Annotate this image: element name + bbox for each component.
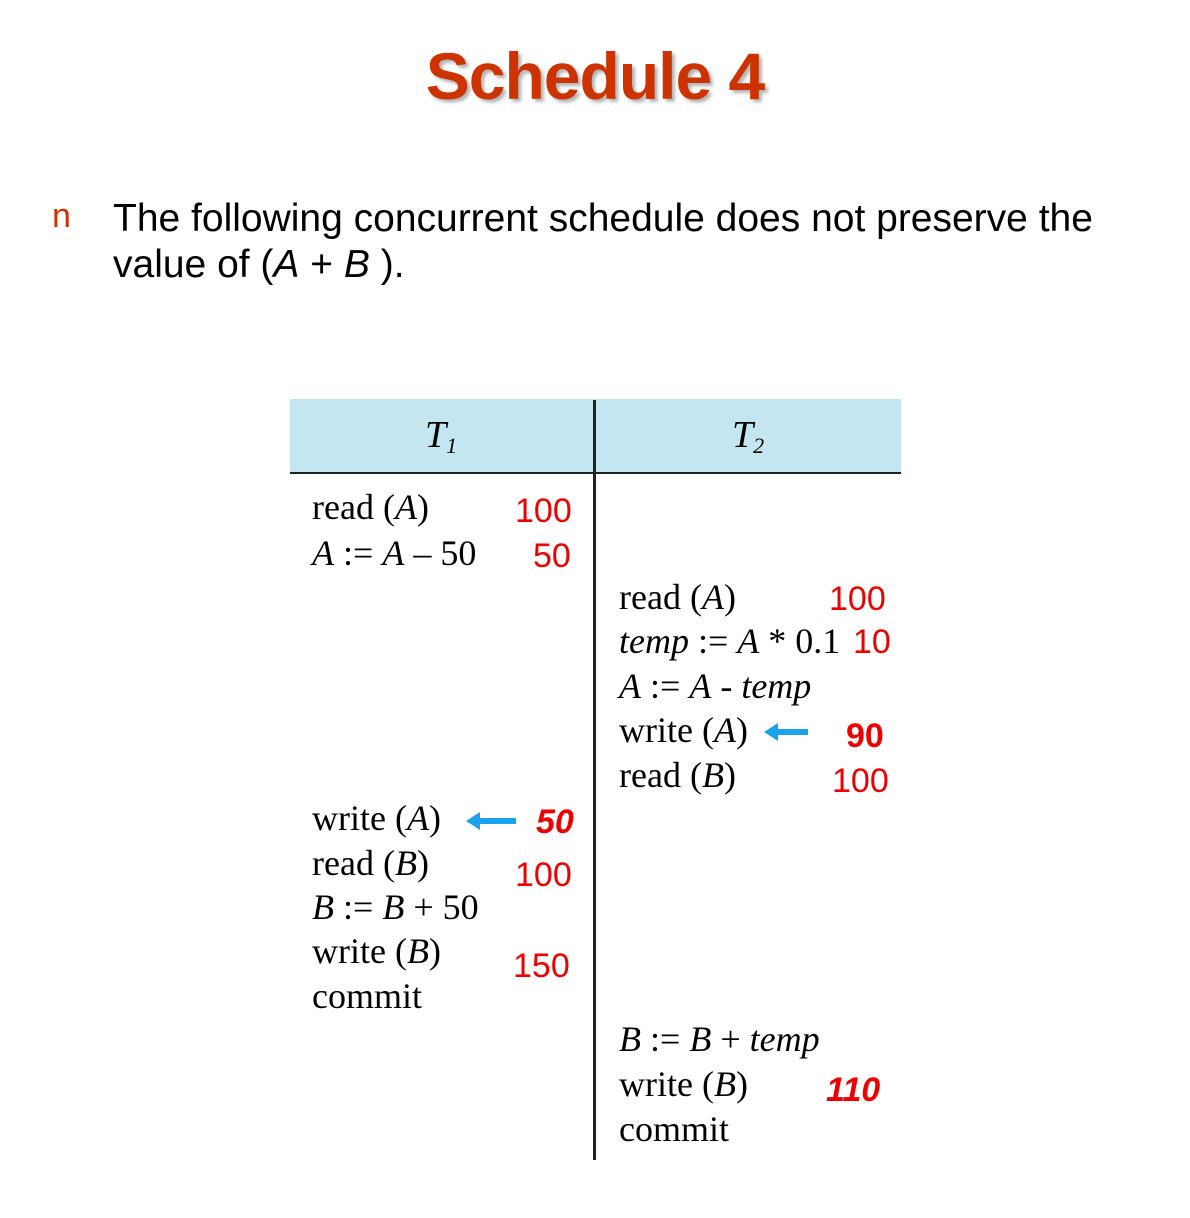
t2-value-read-b: 100 (832, 762, 889, 800)
t1-op-a-minus-50: A := A – 50 (312, 533, 477, 573)
t2-header-sub: 2 (753, 433, 765, 458)
t1-op-write-a: write (A) (312, 798, 441, 838)
t2-header-letter: T (732, 414, 754, 456)
t2-value-write-a: 90 (846, 717, 884, 755)
t1-value-write-a: 50 (536, 803, 574, 841)
t2-op-b-plus-temp: B := B + temp (619, 1019, 820, 1059)
t1-op-commit: commit (312, 976, 422, 1016)
t1-op-write-b: write (B) (312, 931, 441, 971)
bullet-var-b: B (343, 243, 370, 286)
t1-op-read-b: read (B) (312, 843, 429, 883)
t2-op-temp: temp := A * 0.1 (619, 621, 841, 661)
t2-value-temp: 10 (853, 623, 891, 661)
t1-value-read-b: 100 (515, 856, 572, 894)
bullet-text-start: The following concurrent schedule does not preserve the value of ( (113, 197, 1093, 286)
bullet-var-a: A (273, 243, 300, 286)
bullet-plus: + (299, 243, 344, 286)
t2-op-commit: commit (619, 1109, 729, 1149)
t2-op-read-a: read (A) (619, 577, 736, 617)
t1-op-read-a: read (A) (312, 487, 429, 527)
t1-op-b-plus-50: B := B + 50 (312, 887, 479, 927)
bullet-marker: n (52, 197, 71, 235)
t1-header-letter: T (425, 414, 447, 456)
t2-value-write-b: 110 (826, 1071, 881, 1109)
t2-write-a-arrow-icon (764, 721, 810, 743)
t2-op-write-a: write (A) (619, 710, 748, 750)
slide-title: Schedule 4 (425, 39, 765, 113)
t2-op-a-minus-temp: A := A - temp (619, 666, 812, 706)
t1-value-read-a: 100 (515, 492, 572, 530)
t1-write-a-arrow-icon (466, 810, 518, 832)
t1-header (425, 413, 457, 459)
t2-value-read-a: 100 (829, 580, 886, 618)
column-divider (593, 400, 596, 1160)
t1-header-sub: 1 (446, 433, 458, 458)
t1-value-a-minus: 50 (533, 537, 571, 575)
bullet-text (113, 196, 1173, 288)
t1-value-write-b: 150 (513, 947, 570, 985)
t2-op-read-b: read (B) (619, 755, 736, 795)
bullet-text-end: ). (369, 243, 405, 286)
t2-op-write-b: write (B) (619, 1064, 748, 1104)
t2-header (732, 413, 764, 459)
